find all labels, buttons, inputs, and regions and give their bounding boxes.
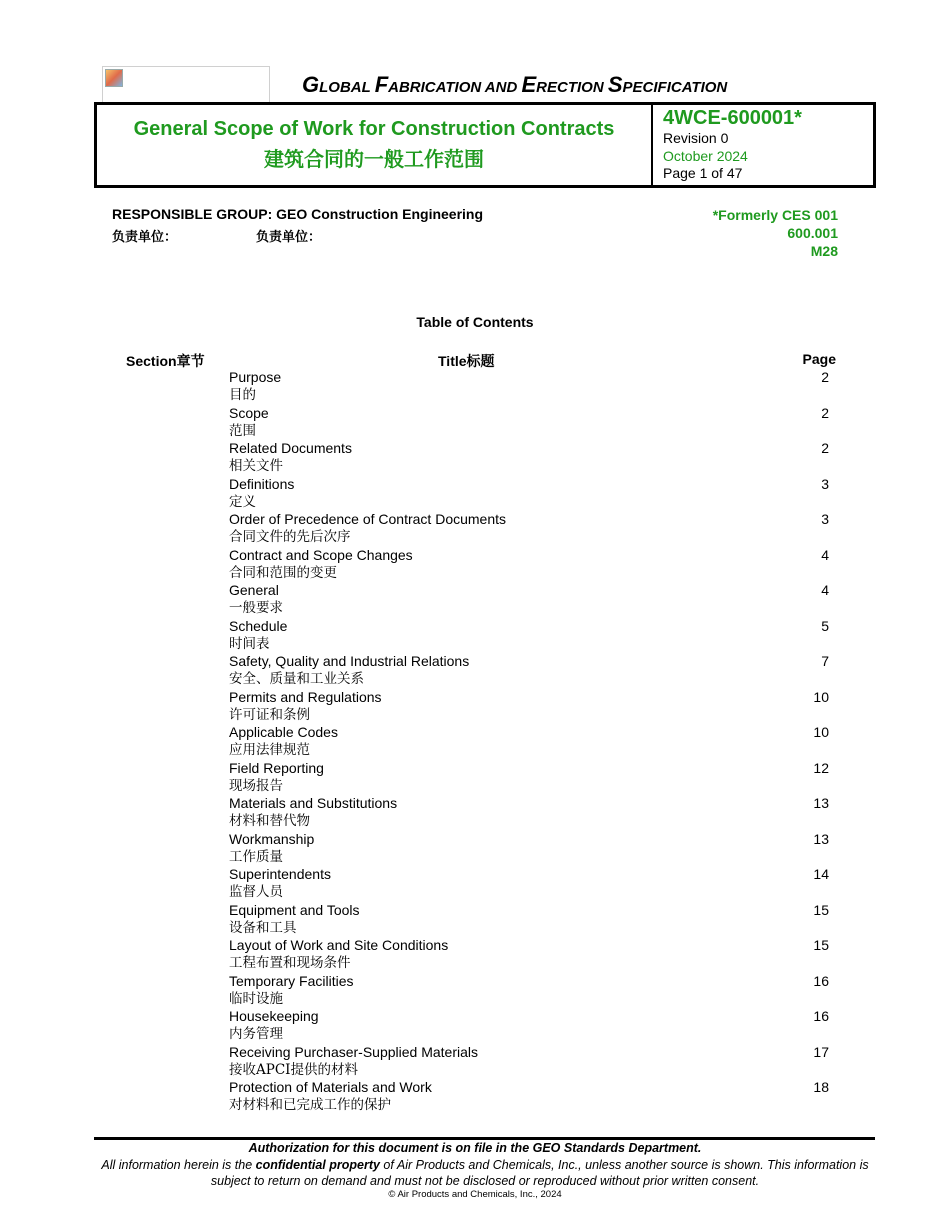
toc-entry-title: General bbox=[229, 582, 279, 598]
toc-entry-title: Order of Precedence of Contract Documents bbox=[229, 511, 507, 527]
toc-entry-page: 15 bbox=[813, 937, 829, 953]
toc-entry-title: Layout of Work and Site Conditions bbox=[229, 937, 449, 953]
toc-entry-page: 5 bbox=[821, 617, 829, 634]
revision: Revision 0 bbox=[663, 130, 729, 146]
toc-entry-page: 18 bbox=[813, 1079, 829, 1095]
toc-entry-title: Protection of Materials and Work bbox=[229, 1079, 432, 1095]
toc-entry[interactable] bbox=[229, 618, 829, 654]
conf-emphasis: confidential property bbox=[255, 1158, 380, 1172]
toc-column-title: Title标题 bbox=[438, 353, 495, 369]
spec-header bbox=[302, 72, 862, 98]
toc-entry-title-zh: 时间表 bbox=[229, 635, 270, 652]
toc-entry[interactable] bbox=[229, 1044, 829, 1080]
toc-entry-title: Definitions bbox=[229, 475, 295, 492]
formerly-line: *Formerly CES 001 bbox=[712, 207, 838, 223]
title-block bbox=[94, 102, 876, 188]
toc-entry-page: 7 bbox=[821, 653, 829, 669]
toc-entry-title: Superintendents bbox=[229, 866, 331, 882]
toc-entry-title-zh: 工作质量 bbox=[229, 848, 283, 865]
toc-entry-title: Equipment and Tools bbox=[229, 901, 360, 918]
toc-entry-page: 2 bbox=[821, 404, 829, 421]
logo-frame bbox=[102, 66, 270, 102]
toc-entry-title: Housekeeping bbox=[229, 1008, 319, 1024]
toc-entry[interactable] bbox=[229, 582, 829, 618]
formerly-line: M28 bbox=[810, 243, 838, 259]
responsible-group-value-zh: 负责单位： bbox=[256, 230, 322, 245]
toc-entry-title-zh: 设备和工具 bbox=[229, 919, 297, 936]
toc-entry-page: 4 bbox=[821, 546, 829, 563]
conf-text: All information herein is the bbox=[101, 1158, 256, 1172]
toc-entry-title-zh: 监督人员 bbox=[229, 884, 283, 900]
toc-entry-title: Workmanship bbox=[229, 830, 315, 847]
toc-entry-title-zh: 合同文件的先后次序 bbox=[229, 529, 351, 545]
toc-entry-title-zh: 对材料和已完成工作的保护 bbox=[229, 1097, 391, 1113]
toc-entry[interactable] bbox=[229, 476, 829, 512]
toc-entry-page: 16 bbox=[813, 1008, 829, 1024]
toc-entry[interactable] bbox=[229, 760, 829, 796]
revision-date: October 2024 bbox=[663, 147, 748, 164]
toc-entry[interactable] bbox=[229, 795, 829, 831]
document-number: 4WCE-600001* bbox=[663, 107, 802, 129]
toc-entry-page: 13 bbox=[813, 795, 829, 811]
spec-cap: S bbox=[607, 72, 623, 97]
toc-entry-title: Safety, Quality and Industrial Relations bbox=[229, 653, 470, 669]
toc-entry-title: Field Reporting bbox=[229, 759, 324, 776]
toc-entry[interactable] bbox=[229, 547, 829, 583]
toc-entry-title: Permits and Regulations bbox=[229, 688, 382, 705]
toc-entry[interactable] bbox=[229, 440, 829, 476]
toc-entry-page: 4 bbox=[821, 582, 829, 598]
spec-cap: G bbox=[302, 72, 320, 97]
toc-entry[interactable] bbox=[229, 973, 829, 1009]
toc-entry-title-zh: 临时设施 bbox=[229, 990, 283, 1007]
toc-entry[interactable] bbox=[229, 653, 829, 689]
toc-entry[interactable] bbox=[229, 831, 829, 867]
toc-entry-title: Schedule bbox=[229, 617, 288, 634]
toc-entry-title-zh: 内务管理 bbox=[229, 1026, 283, 1042]
toc-entry[interactable] bbox=[229, 724, 829, 760]
toc-entry-title: Temporary Facilities bbox=[229, 972, 354, 989]
toc-entry[interactable] bbox=[229, 405, 829, 441]
toc-entry-title-zh: 许可证和条例 bbox=[229, 706, 310, 723]
toc-entry-page: 10 bbox=[813, 724, 829, 740]
title-cell bbox=[97, 105, 653, 185]
toc-entry-page: 3 bbox=[821, 475, 829, 492]
footer-confidentiality bbox=[100, 1157, 870, 1189]
responsible-group: RESPONSIBLE GROUP: GEO Construction Engineering bbox=[112, 206, 484, 222]
toc-entry-page: 2 bbox=[821, 369, 829, 385]
footer-authorization: Authorization for this document is on file in the GEO Standards Department. bbox=[248, 1141, 702, 1155]
toc-entry[interactable] bbox=[229, 689, 829, 725]
toc-title: Table of Contents bbox=[416, 314, 534, 330]
footer-divider bbox=[94, 1137, 875, 1140]
document-title-zh: 建筑合同的一般工作范围 bbox=[264, 147, 484, 171]
toc-entry-title-zh: 现场报告 bbox=[229, 777, 283, 794]
toc-entry-title-zh: 应用法律规范 bbox=[229, 742, 310, 758]
toc-entry-title-zh: 目的 bbox=[229, 387, 256, 403]
toc-entry-page: 13 bbox=[813, 830, 829, 847]
toc-entry-title: Applicable Codes bbox=[229, 724, 338, 740]
broken-image-icon bbox=[105, 69, 123, 87]
toc-entry[interactable] bbox=[229, 511, 829, 547]
toc-list bbox=[229, 369, 829, 1115]
toc-entry-title: Materials and Substitutions bbox=[229, 795, 398, 811]
doc-info-cell bbox=[663, 105, 873, 183]
toc-entry-title: Purpose bbox=[229, 369, 282, 385]
toc-entry-page: 10 bbox=[813, 688, 829, 705]
toc-entry-page: 12 bbox=[813, 759, 829, 776]
toc-entry-page: 15 bbox=[813, 901, 829, 918]
toc-entry-title-zh: 定义 bbox=[229, 493, 256, 510]
toc-entry-title-zh: 一般要求 bbox=[229, 600, 283, 616]
toc-entry[interactable] bbox=[229, 902, 829, 938]
footer-copyright: © Air Products and Chemicals, Inc., 2024 bbox=[388, 1189, 562, 1200]
toc-entry[interactable] bbox=[229, 369, 829, 405]
spec-rest: LOBAL bbox=[319, 79, 375, 96]
toc-entry-title-zh: 接收APCI提供的材料 bbox=[229, 1061, 358, 1078]
toc-entry-title-zh: 相关文件 bbox=[229, 458, 283, 474]
document-title: General Scope of Work for Construction Contracts bbox=[133, 118, 615, 140]
toc-entry-title-zh: 范围 bbox=[229, 422, 256, 439]
spec-cap: F bbox=[374, 72, 389, 97]
responsible-group-label-zh: 负责单位： bbox=[112, 230, 178, 245]
toc-entry-page: 16 bbox=[813, 972, 829, 989]
toc-entry[interactable] bbox=[229, 1008, 829, 1044]
spec-cap: E bbox=[521, 72, 537, 97]
toc-entry-title-zh: 合同和范围的变更 bbox=[229, 564, 337, 581]
spec-rest: RECTION bbox=[536, 79, 608, 96]
toc-entry[interactable] bbox=[229, 937, 829, 973]
toc-entry-title: Related Documents bbox=[229, 440, 352, 456]
toc-entry-title-zh: 安全、质量和工业关系 bbox=[229, 671, 364, 687]
toc-column-section: Section章节 bbox=[126, 353, 205, 369]
formerly-line: 600.001 bbox=[787, 225, 838, 241]
toc-entry-title: Contract and Scope Changes bbox=[229, 546, 413, 563]
toc-entry-page: 14 bbox=[813, 866, 829, 882]
toc-column-page: Page bbox=[802, 351, 836, 367]
toc-entry-page: 2 bbox=[821, 440, 829, 456]
conf-text: of Air Products and Chemicals, Inc., unless another source is shown. This information is subject to return on demand and must not be disclosed or reproduced without prior written consent. bbox=[210, 1158, 869, 1188]
toc-entry-title: Receiving Purchaser-Supplied Materials bbox=[229, 1043, 479, 1060]
toc-entry-page: 17 bbox=[813, 1043, 829, 1060]
toc-entry-title-zh: 材料和替代物 bbox=[229, 813, 310, 829]
formerly-block bbox=[713, 206, 838, 260]
page-indicator: Page 1 of 47 bbox=[663, 165, 743, 181]
toc-entry-title: Scope bbox=[229, 404, 269, 421]
spec-rest: PECIFICATION bbox=[622, 79, 728, 96]
toc-entry[interactable] bbox=[229, 1079, 829, 1115]
toc-entry-title-zh: 工程布置和现场条件 bbox=[229, 955, 351, 971]
toc-entry[interactable] bbox=[229, 866, 829, 902]
spec-rest: ABRICATION AND bbox=[388, 79, 522, 96]
toc-entry-page: 3 bbox=[821, 511, 829, 527]
